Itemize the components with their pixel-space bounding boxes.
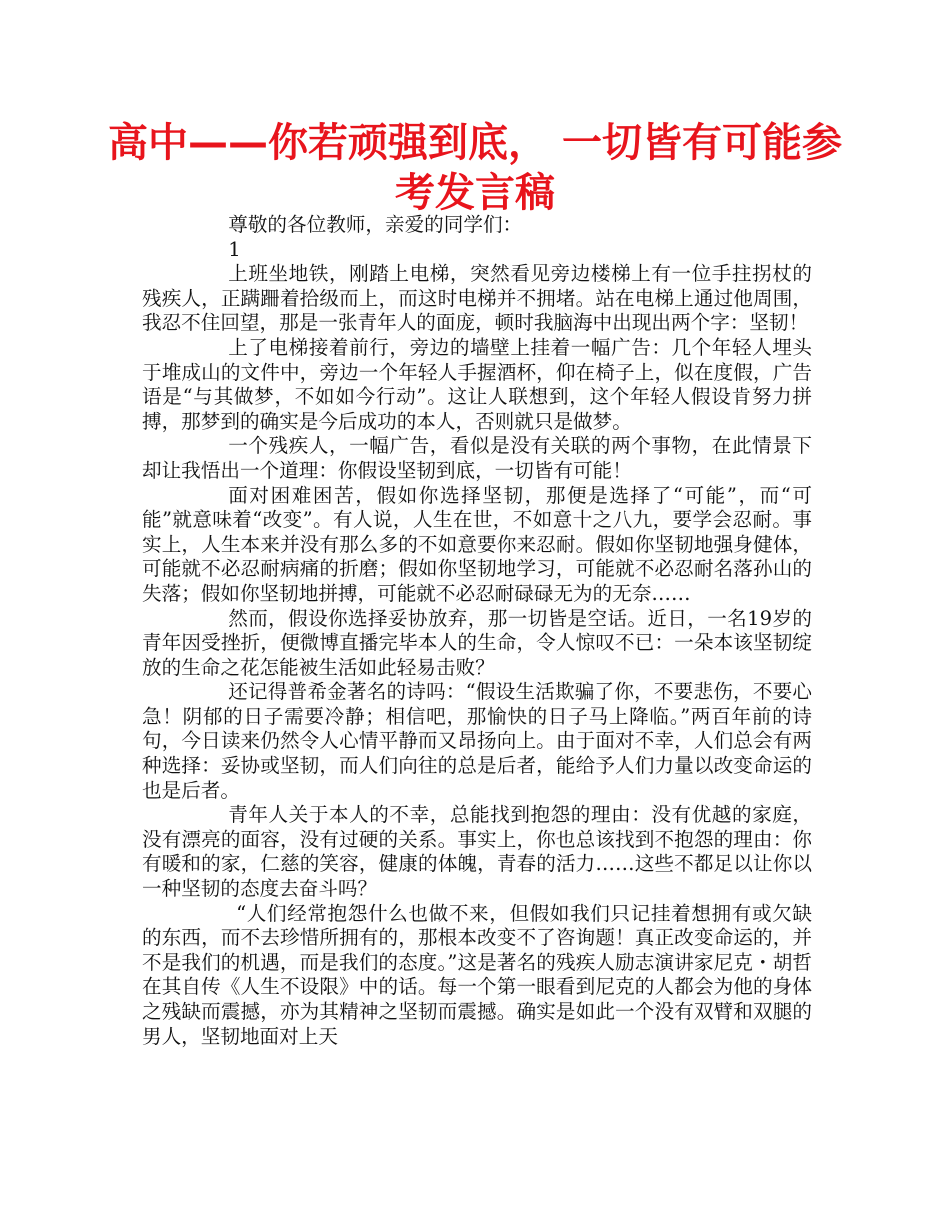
document-body bbox=[142, 213, 812, 1049]
paragraph: 面对困难困苦，假如你选择坚韧，那便是选择了“可能”，而“可能”就意味着“改变”。有人说，人生在世，不如意十之八九，要学会忍耐。事实上，人生本来并没有那么多的不如意要你来忍耐。假如你坚韧地强身健体，可能就不必忍耐病痛的折磨；假如你坚韧地学习，可能就不必忍耐名落孙山的失落；假如你坚韧地拼搏，可能就不必忍耐碌碌无为的无奈…… bbox=[142, 483, 812, 605]
salutation: 尊敬的各位教师，亲爱的同学们： bbox=[228, 213, 523, 236]
paragraph: 还记得普希金著名的诗吗：“假设生活欺骗了你，不要悲伤，不要心急！阴郁的日子需要冷静；相信吧，那愉快的日子马上降临。”两百年前的诗句，今日读来仍然令人心情平静而又昂扬向上。由于面对不幸，人们总会有两种选择：妥协或坚韧，而人们向往的总是后者，能给予人们力量以改变命运的也是后者。 bbox=[142, 680, 812, 802]
document-title: 高中——你若顽强到底， 一切皆有可能参考发言稿 bbox=[108, 120, 842, 216]
paragraph: “人们经常抱怨什么也做不来，但假如我们只记挂着想拥有或欠缺的东西，而不去珍惜所拥有的，那根本改变不了咨询题！真正改变命运的，并不是我们的机遇，而是我们的态度。”这是著名的残疾人励志演讲家尼克・胡哲在其自传《人生不设限》中的话。每一个第一眼看到尼克的人都会为他的身体之残缺而震撼，亦为其精神之坚韧而震撼。确实是如此一个没有双臂和双腿的男人，坚韧地面对上天 bbox=[142, 901, 812, 1048]
paragraph: 上了电梯接着前行，旁边的墙壁上挂着一幅广告：几个年轻人埋头于堆成山的文件中，旁边一个年轻人手握酒杯，仰在椅子上，似在度假，广告语是“与其做梦，不如如今行动”。这让人联想到，这个年轻人假设肯努力拼搏，那梦到的确实是今后成功的本人，否则就只是做梦。 bbox=[142, 335, 812, 433]
paragraph: 青年人关于本人的不幸，总能找到抱怨的理由：没有优越的家庭，没有漂亮的面容，没有过硬的关系。事实上，你也总该找到不抱怨的理由：你有暖和的家，仁慈的笑容，健康的体魄，青春的活力……这些不都足以让你以一种坚韧的态度去奋斗吗？ bbox=[142, 803, 812, 901]
paragraph: 一个残疾人，一幅广告，看似是没有关联的两个事物，在此情景下却让我悟出一个道理：你假设坚韧到底，一切皆有可能！ bbox=[142, 434, 812, 482]
section-number: 1 bbox=[228, 237, 241, 261]
paragraph: 然而，假设你选择妥协放弃，那一切皆是空话。近日，一名19岁的青年因受挫折，便微博直播完毕本人的生命，令人惊叹不已：一朵本该坚韧绽放的生命之花怎能被生活如此轻易击败？ bbox=[142, 606, 812, 679]
paragraph: 上班坐地铁，刚踏上电梯，突然看见旁边楼梯上有一位手拄拐杖的残疾人，正蹒跚着拾级而上，而这时电梯并不拥堵。站在电梯上通过他周围，我忍不住回望，那是一张青年人的面庞，顿时我脑海中出现出两个字：坚韧！ bbox=[142, 262, 812, 335]
